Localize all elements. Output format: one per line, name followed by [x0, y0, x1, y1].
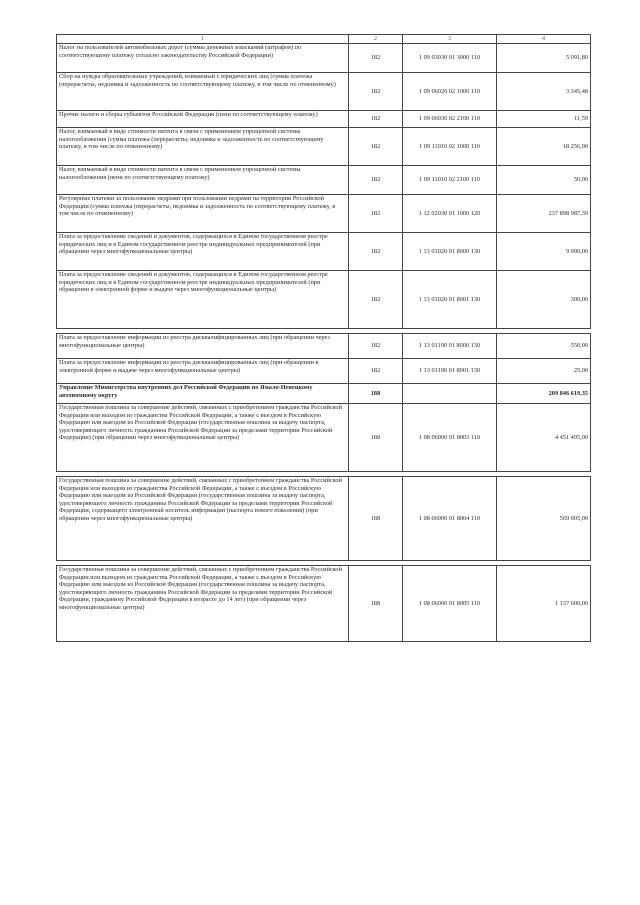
row-amount: 550,00	[497, 334, 591, 359]
table-row	[57, 359, 591, 384]
table-row	[57, 271, 591, 329]
row-amount: 25,00	[497, 359, 591, 384]
row-amount: 18 256,00	[497, 128, 591, 166]
row-description: Прочие налоги и сборы субъектов Российской Федерации (пени по соответствующему платежу)	[57, 111, 349, 128]
row-description: Регулярные платежи за пользование недрами при пользовании недрами на территории Российской Федерации (сумма платежа (перерасчеты, недоимка и задолженность по соответствующему платежу, в том числе по отмененному)	[57, 195, 349, 233]
row-description: Плата за предоставление информации из реестра дисквалифицированных лиц (при обращении в электронной форме и выдаче через многофункциональные центры)	[57, 359, 349, 384]
row-admin-code: 188	[349, 384, 403, 404]
row-admin-code: 182	[349, 359, 403, 384]
table-row	[57, 195, 591, 233]
row-description: Государственная пошлина за совершение действий, связанных с приобретением гражданства Российской Федерации или выходом из гражданства Российской Федерации, а также с въездом в Российскую Федерацию или выездом из Российской Федерации (государственная пошлина за выдачу паспорта, удостоверяющего личность гражданина Российской Федерации за пределами территории Российской Федерации, гражданину Российской Федерации в возрасте до 14 лет) (при обращении через многофункциональные центры)	[57, 566, 349, 642]
column-number-2: 2	[349, 35, 403, 44]
row-admin-code: 182	[349, 73, 403, 111]
table-row	[57, 73, 591, 111]
row-budget-classification-code: 1 09 11010 02 2100 110	[403, 166, 497, 195]
column-number-4: 4	[497, 35, 591, 44]
row-description: Государственная пошлина за совершение действий, связанных с приобретением гражданства Российской Федерации или выходом из гражданства Российской Федерации, а также с въездом в Российскую Федерацию или выездом из Российской Федерации (государственная пошлина за выдачу паспорта, удостоверяющего личность гражданина Российской Федерации за пределами территории Российской Федерации, содержащего электронный носитель информации (паспорта нового поколения) (при обращении через многофункциональные центры)	[57, 477, 349, 561]
table-row	[57, 566, 591, 642]
row-admin-code: 182	[349, 233, 403, 271]
column-number-3: 3	[403, 35, 497, 44]
row-admin-code: 182	[349, 195, 403, 233]
table-row	[57, 128, 591, 166]
row-description: Налог на пользователей автомобильных дорог (суммы денежных взысканий (штрафов) по соответствующему платежу согласно законодательству Российской Федерации)	[57, 44, 349, 73]
row-amount: 3 345,48	[497, 73, 591, 111]
table-row	[57, 44, 591, 73]
row-budget-classification-code: 1 09 11010 02 1000 110	[403, 128, 497, 166]
row-admin-code: 182	[349, 271, 403, 329]
row-admin-code: 188	[349, 404, 403, 472]
row-admin-code: 188	[349, 477, 403, 561]
table-row	[57, 166, 591, 195]
row-admin-code: 182	[349, 334, 403, 359]
row-admin-code: 182	[349, 166, 403, 195]
document-page	[56, 34, 590, 642]
row-admin-code: 182	[349, 128, 403, 166]
row-amount: 237 898 987,39	[497, 195, 591, 233]
row-budget-classification-code: 1 09 06020 02 1000 110	[403, 73, 497, 111]
row-budget-classification-code: 1 13 01020 01 8001 130	[403, 271, 497, 329]
revenue-table	[56, 34, 591, 642]
table-row	[57, 111, 591, 128]
row-amount: 300,00	[497, 271, 591, 329]
row-budget-classification-code: 1 08 06000 01 8004 110	[403, 477, 497, 561]
column-number-row	[57, 35, 591, 44]
row-amount: 5 091,80	[497, 44, 591, 73]
row-budget-classification-code: 1 12 02030 01 1000 120	[403, 195, 497, 233]
row-budget-classification-code: 1 08 06000 01 8003 110	[403, 404, 497, 472]
row-amount: 1 137 600,00	[497, 566, 591, 642]
row-budget-classification-code	[403, 384, 497, 404]
row-admin-code: 182	[349, 44, 403, 73]
row-amount: 9 000,00	[497, 233, 591, 271]
table-row	[57, 233, 591, 271]
row-admin-code: 182	[349, 111, 403, 128]
row-description: Налог, взимаемый в виде стоимости патента в связи с применением упрощенной системы налогообложения (пени по соответствующему платежу)	[57, 166, 349, 195]
row-description: Управление Министерства внутренних дел Российской Федерации по Ямало-Ненецкому автономному округу	[57, 384, 349, 404]
row-description: Плата за предоставление сведений и документов, содержащихся в Едином государственном реестре юридических лиц и в Едином государственном реестре индивидуальных предпринимателей (при обращении в электронной форме и выдаче через многофункциональные центры)	[57, 271, 349, 329]
row-budget-classification-code: 1 13 01190 01 8000 130	[403, 334, 497, 359]
row-amount: 50,00	[497, 166, 591, 195]
row-budget-classification-code: 1 13 01190 01 8001 130	[403, 359, 497, 384]
row-description: Государственная пошлина за совершение действий, связанных с приобретением гражданства Российской Федерации или выходом из гражданства Российской Федерации, а также с въездом в Российскую Федерацию или выездом из Российской Федерации (государственная пошлина за выдачу паспорта, удостоверяющего личность гражданина Российской Федерации за пределами территории Российской Федерации) (при обращении через многофункциональные центры)	[57, 404, 349, 472]
row-budget-classification-code: 1 09 06030 02 2100 110	[403, 111, 497, 128]
row-description: Плата за предоставление информации из реестра дисквалифицированных лиц (при обращении через многофункциональные центры)	[57, 334, 349, 359]
table-row	[57, 404, 591, 472]
row-description: Налог, взимаемый в виде стоимости патента в связи с применением упрощенной системы налогообложения (сумма платежа (перерасчеты, недоимка и задолженность по соответствующему платежу, в том числе по отмененному)	[57, 128, 349, 166]
table-row	[57, 477, 591, 561]
row-admin-code: 188	[349, 566, 403, 642]
row-budget-classification-code: 1 09 03030 01 3000 110	[403, 44, 497, 73]
row-budget-classification-code: 1 08 06000 01 8005 110	[403, 566, 497, 642]
table-row	[57, 334, 591, 359]
section-header-row	[57, 384, 591, 404]
row-description: Сбор на нужды образовательных учреждений, взимаемый с юридических лиц (сумма платежа (перерасчеты, недоимка и задолженность по соответствующему платежу, в том числе по отмененному)	[57, 73, 349, 111]
row-amount: 569 005,00	[497, 477, 591, 561]
row-budget-classification-code: 1 13 01020 01 8000 130	[403, 233, 497, 271]
row-description: Плата за предоставление сведений и документов, содержащихся в Едином государственном реестре юридических лиц и в Едином государственном реестре индивидуальных предпринимателей (при обращении через многофункциональные центры)	[57, 233, 349, 271]
row-amount: 4 451 495,00	[497, 404, 591, 472]
row-amount: 11,59	[497, 111, 591, 128]
column-number-1: 1	[57, 35, 349, 44]
row-amount: 209 846 619,35	[497, 384, 591, 404]
